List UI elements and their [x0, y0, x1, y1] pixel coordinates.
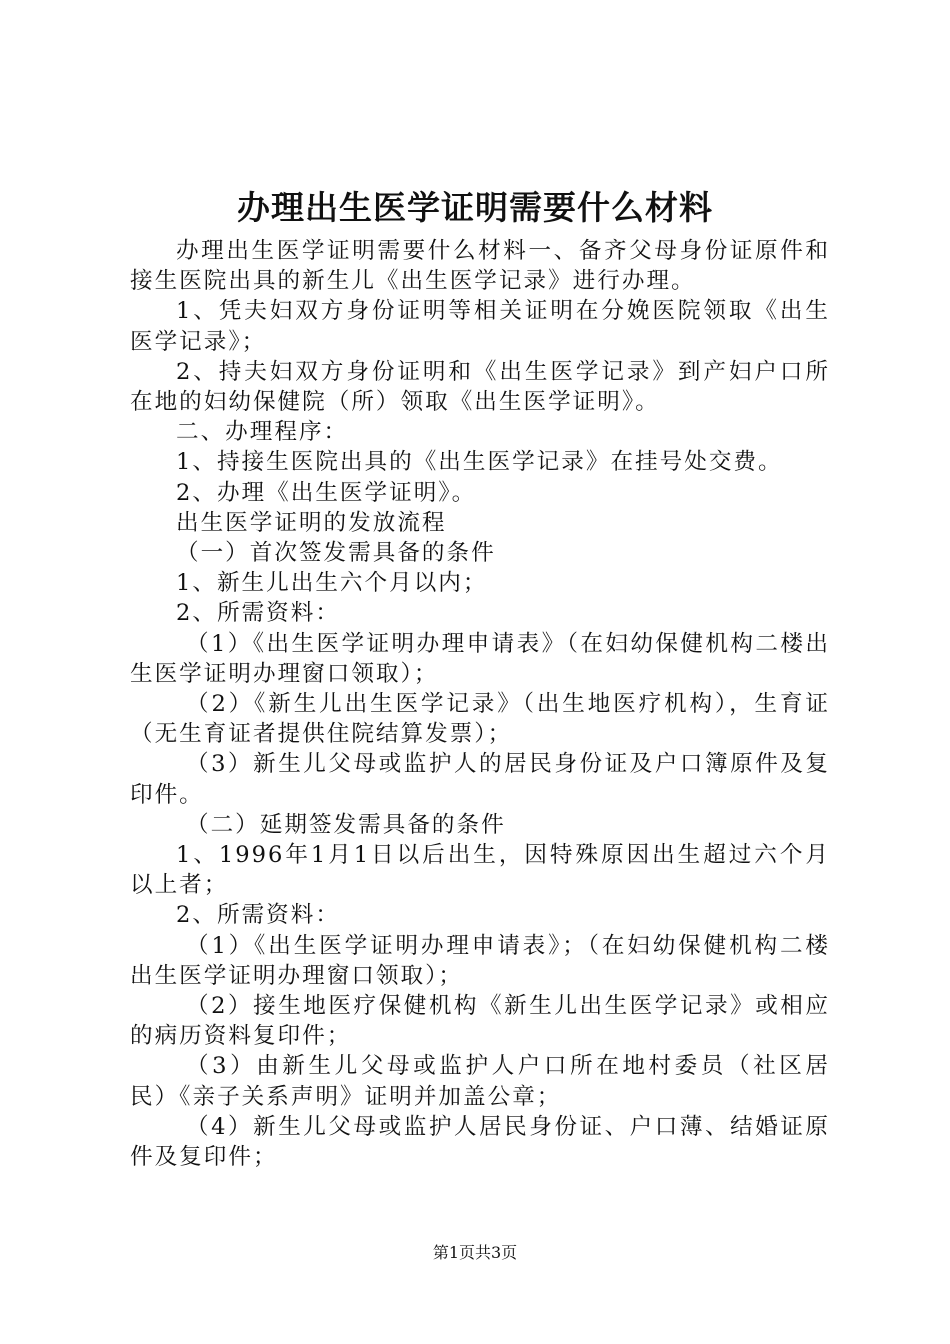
paragraph-delayed-materials: 2、所需资料： — [176, 902, 340, 929]
page-number: 第1页 — [432, 1243, 475, 1262]
document-title: 办理出生医学证明需要什么材料 — [237, 188, 713, 227]
list-item-delayed-3: （3）由新生儿父母或监护人户口所在地村委员（社区居民）《亲子关系声明》证明并加盖公章； — [130, 1053, 830, 1110]
paragraph-procedure-1: 1、持接生医院出具的《出生医学记录》在挂号处交费。 — [176, 449, 783, 476]
list-item-first-2: （2）《新生儿出生医学记录》（出生地医疗机构），生育证（无生育证者提供住院结算发票）； — [130, 691, 830, 748]
paragraph-delayed-condition: 1、1996年1月1日以后出生，因特殊原因出生超过六个月以上者； — [130, 842, 830, 899]
subheading-delayed-issue: （二）延期签发需具备的条件 — [186, 811, 506, 838]
paragraph-step-1: 1、凭夫妇双方身份证明等相关证明在分娩医院领取《出生医学记录》； — [130, 298, 830, 355]
document-body — [130, 236, 830, 1172]
paragraph-procedure-2: 2、办理《出生医学证明》。 — [176, 479, 477, 506]
page-total: 共3页 — [475, 1243, 518, 1262]
page-footer — [0, 1243, 950, 1263]
paragraph-first-condition: 1、新生儿出生六个月以内； — [176, 570, 488, 597]
list-item-first-1: （1）《出生医学证明办理申请表》（在妇幼保健机构二楼出生医学证明办理窗口领取）； — [130, 630, 830, 687]
section-heading-procedure: 二、办理程序： — [176, 419, 349, 446]
list-item-first-3: （3）新生儿父母或监护人的居民身份证及户口簿原件及复印件。 — [130, 751, 830, 808]
list-item-delayed-2: （2）接生地医疗保健机构《新生儿出生医学记录》或相应的病历资料复印件； — [130, 993, 830, 1050]
list-item-delayed-1: （1）《出生医学证明办理申请表》；（在妇幼保健机构二楼出生医学证明办理窗口领取）； — [130, 932, 830, 989]
subheading-first-issue: （一）首次签发需具备的条件 — [176, 540, 496, 567]
paragraph-step-2: 2、持夫妇双方身份证明和《出生医学记录》到产妇户口所在地的妇幼保健院（所）领取《出生医学证明》。 — [130, 358, 830, 416]
list-item-delayed-4: （4）新生儿父母或监护人居民身份证、户口薄、结婚证原件及复印件； — [130, 1113, 830, 1171]
paragraph-first-materials: 2、所需资料： — [176, 600, 340, 627]
section-heading-flow: 出生医学证明的发放流程 — [176, 509, 447, 536]
paragraph-intro: 办理出生医学证明需要什么材料一、备齐父母身份证原件和接生医院出具的新生儿《出生医学记录》进行办理。 — [130, 238, 830, 295]
